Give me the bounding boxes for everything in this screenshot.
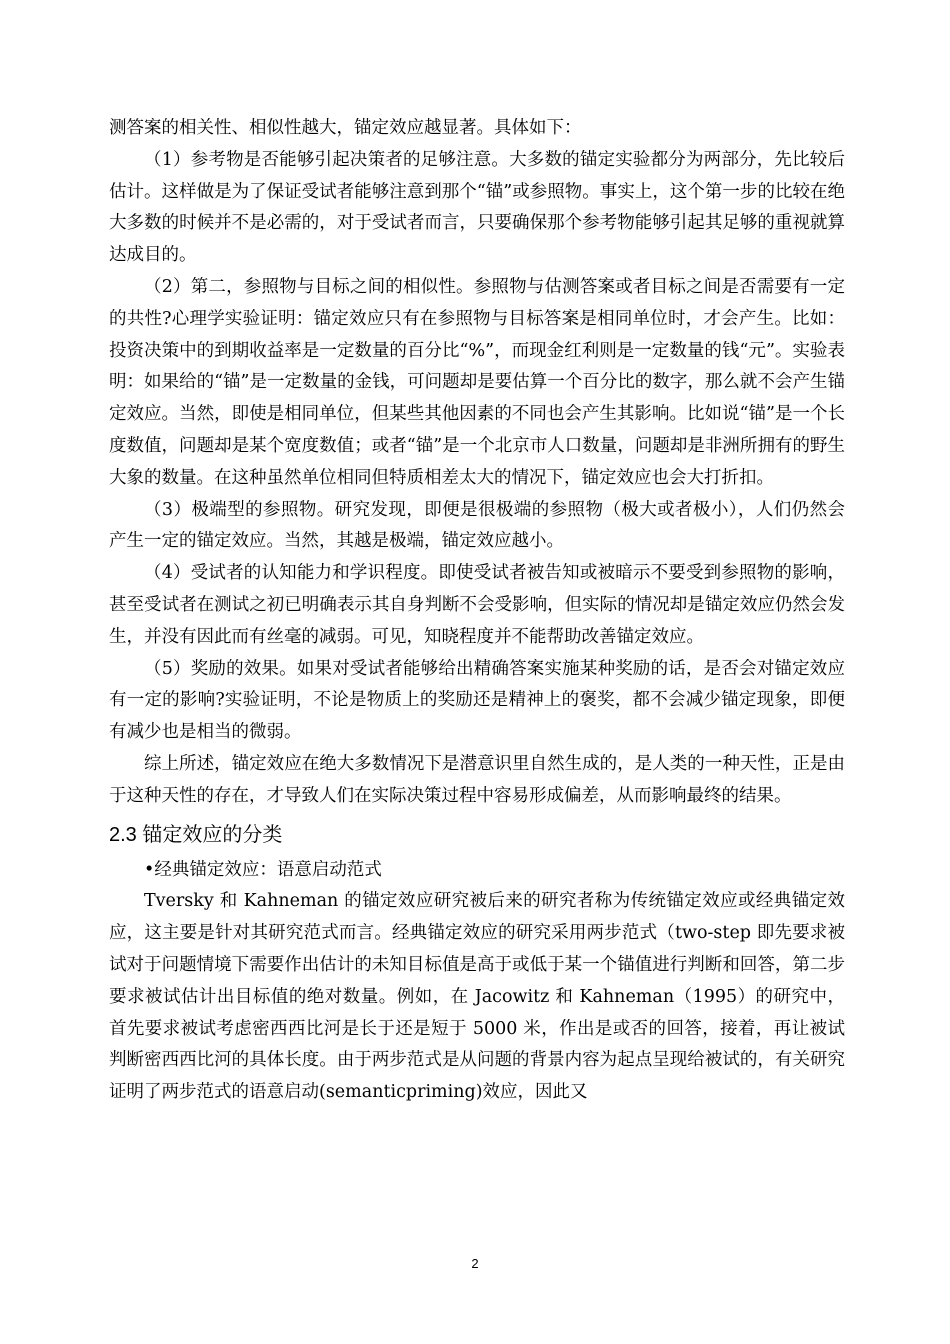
- paragraph-point-4: （4）受试者的认知能力和学识程度。即使受试者被告知或被暗示不要受到参照物的影响，甚至受试者在测试之初已明确表示其自身判断不会受影响，但实际的情况却是锚定效应仍然会发生，并没有因此而有丝毫的减弱。可见，知晓程度并不能帮助改善锚定效应。: [109, 563, 845, 647]
- page-body: [109, 113, 845, 1109]
- section-heading: 2.3 锚定效应的分类: [109, 823, 283, 846]
- bullet-item-classic-anchoring: •经典锚定效应：语意启动范式: [144, 859, 382, 880]
- paragraph-point-1: （1）参考物是否能够引起决策者的足够注意。大多数的锚定实验都分为两部分，先比较后估计。这样做是为了保证受试者能够注意到那个“锚”或参照物。事实上，这个第一步的比较在绝大多数的时候并不是必需的，对于受试者而言，只要确保那个参考物能够引起其足够的重视就算达成目的。: [109, 149, 845, 266]
- paragraph-summary: 综上所述，锚定效应在绝大多数情况下是潜意识里自然生成的，是人类的一种天性，正是由于这种天性的存在，才导致人们在实际决策过程中容易形成偏差，从而影响最终的结果。: [109, 753, 845, 806]
- paragraph-point-5: （5）奖励的效果。如果对受试者能够给出精确答案实施某种奖励的话，是否会对锚定效应有一定的影响?实验证明，不论是物质上的奖励还是精神上的褒奖，都不会减少锚定现象，即便有减少也是相当的微弱。: [109, 658, 845, 743]
- paragraph-classic-anchoring: Tversky 和 Kahneman 的锚定效应研究被后来的研究者称为传统锚定效应或经典锚定效应，这主要是针对其研究范式而言。经典锚定效应的研究采用两步范式（two-step 即先要求被试对于问题情境下需要作出估计的未知目标值是高于或低于某一个锚值进行判断和回答，第二步要求被试估计出目标值的绝对数量。例如，在 Jacowitz 和 Kahneman（1995）的研究中，首先要求被试考虑密西西比河是长于还是短于 5000 米，作出是或否的回答，接着，再让被试判断密西西比河的具体长度。由于两步范式是从问题的背景内容为起点呈现给被试的，有关研究证明了两步范式的语意启动(semanticpriming)效应，因此又: [109, 891, 845, 1103]
- paragraph-continuation: 测答案的相关性、相似性越大，锚定效应越显著。具体如下：: [109, 118, 582, 138]
- page-number: 2: [471, 1256, 479, 1271]
- paragraph-point-3: （3）极端型的参照物。研究发现，即便是很极端的参照物（极大或者极小），人们仍然会产生一定的锚定效应。当然，其越是极端，锚定效应越小。: [109, 499, 845, 552]
- paragraph-point-2: （2）第二，参照物与目标之间的相似性。参照物与估测答案或者目标之间是否需要有一定的共性?心理学实验证明：锚定效应只有在参照物与目标答案是相同单位时，才会产生。比如：投资决策中的到期收益率是一定数量的百分比“%”，而现金红利则是一定数量的钱“元”。实验表明：如果给的“锚”是一定数量的金钱，可问题却是要估算一个百分比的数字，那么就不会产生锚定效应。当然，即使是相同单位，但某些其他因素的不同也会产生其影响。比如说“锚”是一个长度数值，问题却是某个宽度数值；或者“锚”是一个北京市人口数量，问题却是非洲所拥有的野生大象的数量。在这种虽然单位相同但特质相差太大的情况下，锚定效应也会大打折扣。: [109, 276, 845, 488]
